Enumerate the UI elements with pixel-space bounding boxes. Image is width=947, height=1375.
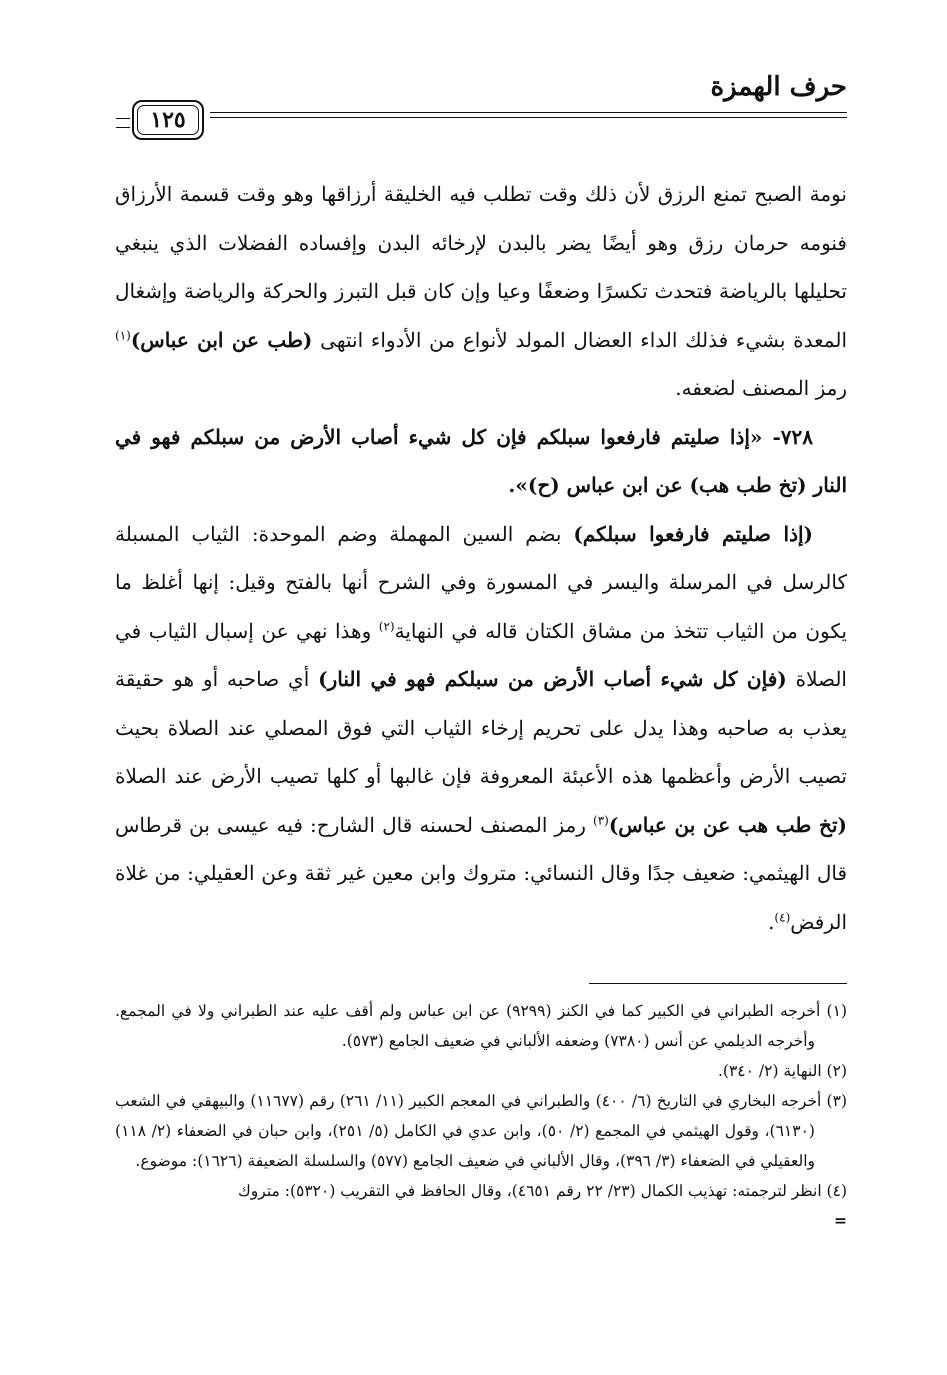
text-run: .	[768, 909, 775, 934]
paragraph-commentary-728	[115, 510, 847, 947]
footnote-ref-1[interactable]: (١)	[115, 327, 131, 342]
page-number-box	[132, 100, 204, 140]
text-run: رمز المصنف لحسنه قال الشارح: فيه عيسى بن قرطاس قال الهيثمي: ضعيف جدًا وقال النسائي: متروك وابن معين غير ثقة وعن العقيلي: من غلاة الرفض	[115, 812, 847, 934]
footnote-3: (٣) أخرجه البخاري في التاريخ (٦/ ٤٠٠) والطبراني في المعجم الكبير (١١/ ٢٦١) رقم (١١٦٧٧) والبيهقي في الشعب (٦١٣٠)، وقول الهيثمي في المجمع (٢/ ٥٠)، وابن عدي في الكامل (٥/ ٢٥١)، وابن حبان في الضعفاء (٢/ ١١٨) والعقيلي في الضعفاء (٣/ ٣٩٦)، وقال الألباني في ضعيف الجامع (٥٧٧) والسلسلة الضعيفة (١٦٢٦): موضوع.	[115, 1092, 847, 1170]
footnote-2: (٢) النهاية (٢/ ٣٤٠).	[718, 1062, 847, 1080]
hadith-number: ٧٢٨-	[762, 424, 814, 449]
text-run: أي صاحبه أو هو حقيقة يعذب به صاحبه وهذا يدل على تحريم إرخاء الثياب التي فوق المصلي عند الصلاة بحيث تصيب الأرض وأعظمها هذه الأعبئة المعروفة فإن غالبها أو كلها تصيب الأرض عند الصلاة	[115, 667, 847, 788]
lemma: (إذا صليتم فارفعوا سبلكم)	[573, 521, 814, 546]
continuation-mark: =	[834, 1211, 847, 1230]
header-rule	[210, 112, 847, 118]
page-number: ١٢٥	[150, 107, 186, 133]
text-run: نومة الصبح تمنع الرزق لأن ذلك وقت تطلب فيه الخليقة أرزاقها وهو وقت قسمة الأرزاق فنومه حرمان رزق وهو أيضًا يضر بالبدن لإرخائه البدن وإفساده الفضلات الذي ينبغي تحليلها بالرياضة فتحدث تكسرًا وضعفًا وعيا وإن كان قبل التبرز والحركة والرياضة وإشغال المعدة بشيء فذلك الداء العضال المولد لأنواع من الأدواء انتهى	[115, 182, 848, 352]
paragraph-commentary-727	[115, 170, 847, 413]
hadith-text: «إذا صليتم فارفعوا سبلكم فإن كل شيء أصاب الأرض من سبلكم فهو في النار (تخ طب هب) عن ابن عباس (ح)».	[115, 424, 847, 497]
source-citation: (تخ طب هب عن بن عباس)	[608, 812, 848, 837]
main-text	[115, 170, 847, 946]
footnote-ref-2[interactable]: (٢)	[378, 618, 395, 633]
footnote-ref-4[interactable]: (٤)	[774, 909, 791, 924]
text-run: بضم السين المهملة وضم الموحدة: الثياب المسبلة كالرسل في المرسلة واليسر في المسورة وفي الشرح أنها بالفتح وقيل: إنها أغلظ ما يكون من الثياب تتخذ من مشاق الكتان قاله في النهاية	[115, 521, 847, 643]
text-run: وهذا نهي عن إسبال الثياب في الصلاة	[115, 618, 847, 691]
text-run: رمز المصنف لضعفه.	[675, 376, 847, 400]
page-number-ornament	[116, 118, 130, 128]
footnote-1: (١) أخرجه الطبراني في الكبير كما في الكنز (٩٢٩٩) عن ابن عباس ولم أقف عليه عند الطبراني ولا في المجمع. وأخرجه الديلمي عن أنس (٧٣٨٠) وضعفه الألباني في ضعيف الجامع (٥٧٣).	[115, 1002, 847, 1050]
source-citation: (طب عن ابن عباس)	[130, 327, 313, 352]
running-head: حرف الهمزة	[710, 72, 847, 102]
lemma: (فإن كل شيء أصاب الأرض من سبلكم فهو في النار)	[318, 667, 787, 691]
hadith-728	[115, 413, 847, 510]
footnote-separator	[589, 983, 847, 984]
footnote-ref-3[interactable]: (٣)	[593, 812, 609, 827]
footnote-4: (٤) انظر لترجمته: تهذيب الكمال (٢٣/ ٢٢ رقم ٤٦٥١)، وقال الحافظ في التقريب (٥٣٢٠): متروك	[238, 1182, 847, 1200]
footnotes	[115, 996, 847, 1236]
